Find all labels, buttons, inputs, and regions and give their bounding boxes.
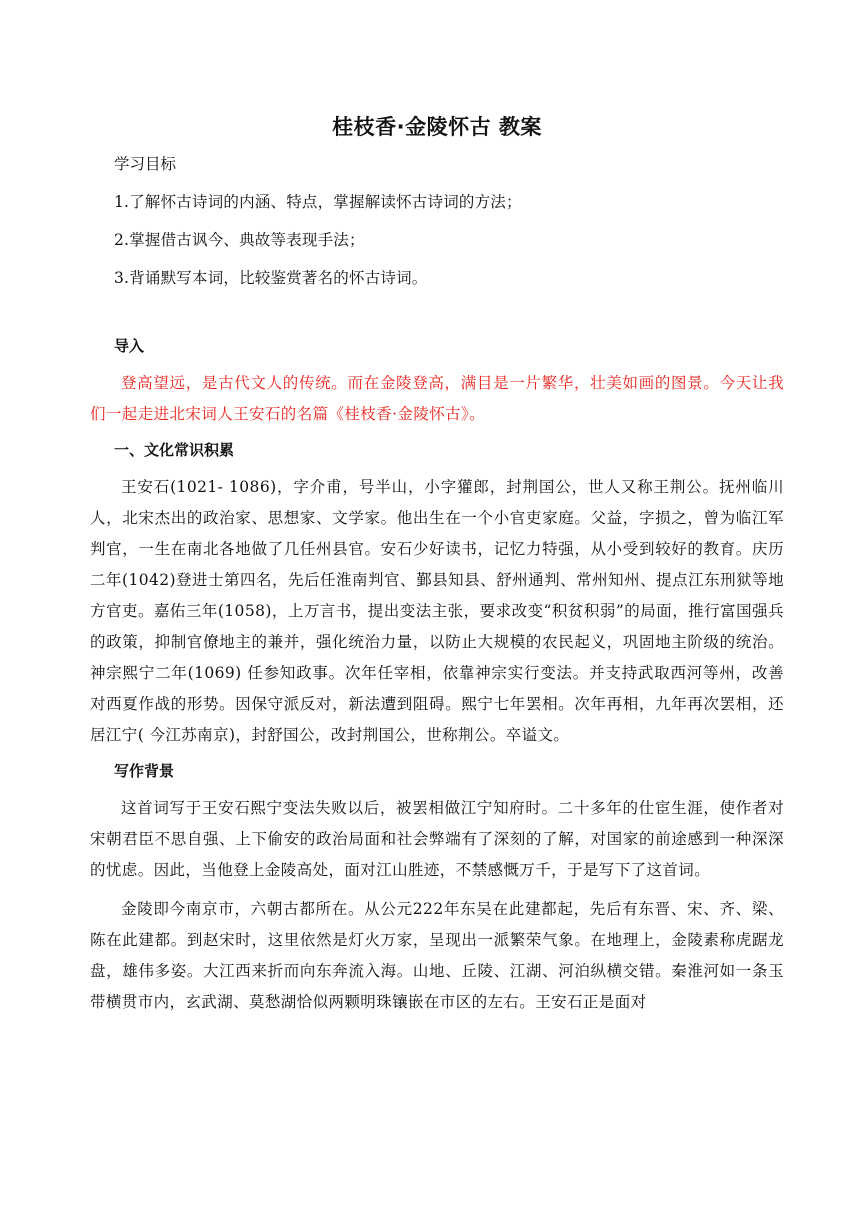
background-heading: 写作背景 xyxy=(114,762,175,780)
section-spacer xyxy=(90,304,784,334)
jinling-paragraph: 金陵即今南京市，六朝古都所在。从公元222年东吴在此建都起，先后有东晋、宋、齐、梁、陈在此建都。到赵宋时，这里依然是灯火万家，呈现出一派繁荣气象。在地理上，金陵素称虎踞龙盘，雄伟多姿。大江西来折而向东奔流入海。山地、丘陵、江湖、河泊纵横交错。秦淮河如一条玉带横贯市内，玄武湖、莫愁湖恰似两颗明珠镶嵌在市区的左右。王安石正是面对 xyxy=(90,900,784,1011)
objective-item-1: 1.了解怀古诗词的内涵、特点，掌握解读怀古诗词的方法； xyxy=(114,193,522,211)
background-paragraph: 这首词写于王安石熙宁变法失败以后，被罢相做江宁知府时。二十多年的仕宦生涯，使作者对宋朝君臣不思自强、上下偷安的政治局面和社会弊端有了深刻的了解，对国家的前途感到一种深深的忧虑。因此，当他登上金陵高处，面对江山胜迹，不禁感慨万千，于是写下了这首词。 xyxy=(90,799,784,879)
document-title: 桂枝香·金陵怀古 教案 xyxy=(332,115,542,139)
section1-heading: 一、文化常识积累 xyxy=(114,441,235,459)
objectives-label: 学习目标 xyxy=(114,155,177,173)
objective-item-2: 2.掌握借古讽今、典故等表现手法； xyxy=(114,231,365,249)
objective-item-3: 3.背诵默写本词，比较鉴赏著名的怀古诗词。 xyxy=(114,269,428,287)
intro-heading: 导入 xyxy=(114,337,145,355)
intro-paragraph: 登高望远，是古代文人的传统。而在金陵登高，满目是一片繁华，壮美如画的图景。今天让我们一起走进北宋词人王安石的名篇《桂枝香·金陵怀古》。 xyxy=(90,374,784,423)
biography-paragraph: 王安石(1021- 1086)，字介甫，号半山，小字獾郎，封荆国公，世人又称王荆公。抚州临川人，北宋杰出的政治家、思想家、文学家。他出生在一个小官吏家庭。父益，字损之，曾为临江军判官，一生在南北各地做了几任州县官。安石少好读书，记忆力特强，从小受到较好的教育。庆历二年(1042)登进士第四名，先后任淮南判官、鄞县知县、舒州通判、常州知州、提点江东刑狱等地方官吏。嘉佑三年(1058)，上万言书，提出变法主张，要求改变“积贫积弱”的局面，推行富国强兵的政策，抑制官僚地主的兼并，强化统治力量，以防止大规模的农民起义，巩固地主阶级的统治。神宗熙宁二年(1069) 任参知政事。次年任宰相，依靠神宗实行变法。并支持武取西河等州，改善对西夏作战的形势。因保守派反对，新法遭到阻碍。熙宁七年罢相。次年再相，九年再次罢相，还居江宁( 今江苏南京)，封舒国公，改封荆国公，世称荆公。卒谥文。 xyxy=(90,478,784,744)
document-content xyxy=(90,110,784,1018)
